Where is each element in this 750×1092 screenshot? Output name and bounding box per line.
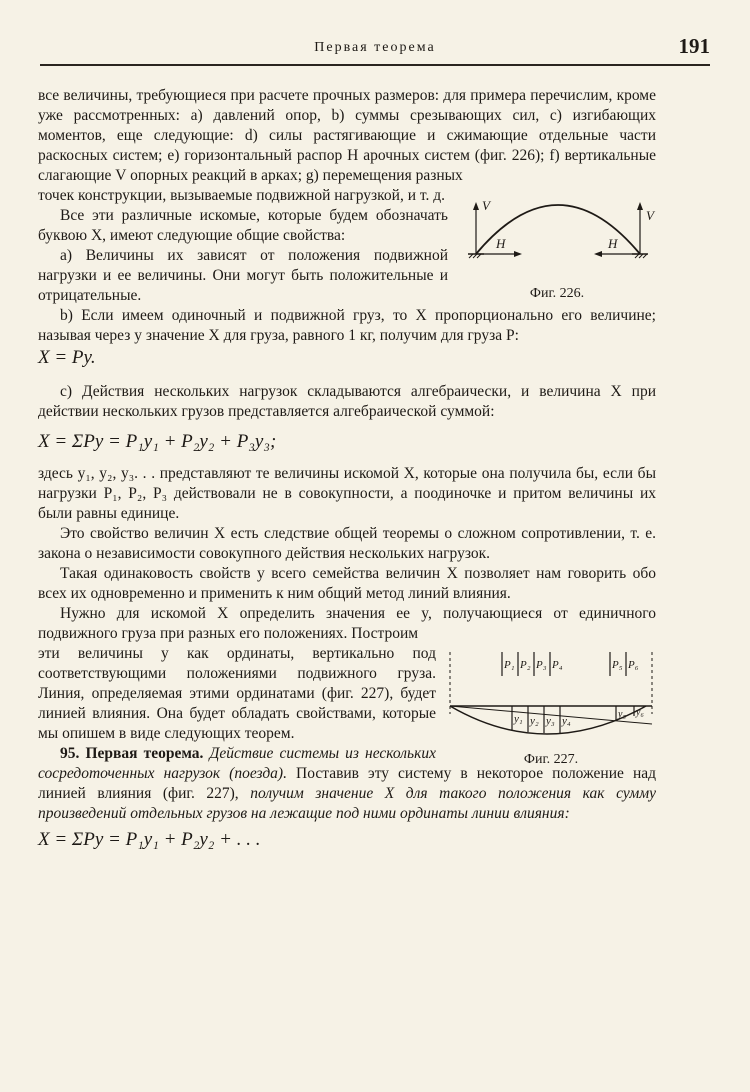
svg-text:y₆: y₆ — [636, 707, 644, 718]
paragraph-1b: точек конструкции, вызываемые подвижной нагрузкой, и т. д. — [38, 187, 446, 204]
paragraph-3: a) Величины их зависят от положения подвижной нагрузки и ее величины. Они могут быть положительные и отрицательные. — [38, 247, 448, 304]
paragraph-9a: Нужно для искомой X определить значения ее y, получающиеся от единичного подвижного груза при разных его положениях. Построим — [38, 605, 656, 642]
paragraph-9b: эти величины y как ординаты, вертикально под соответствующими положениями подвижного груза. Линия, определяемая этими ординатами (фиг. 227), будет линией влияния. Она будет обладать свойствами, которые мы опишем в виде следующих теорем. — [38, 645, 436, 742]
svg-text:P₃: P₃ — [536, 659, 547, 671]
theorem-title: Действие системы из нескольких сосредоточенных нагрузок (поезда). — [38, 745, 436, 782]
equation-1: X = Py. — [38, 347, 96, 368]
paragraph-1a: все величины, требующиеся при расчете прочных размеров: для примера перечислим, кроме уже рассмотренных: a) давлений опор, b) суммы срезывающих сил, c) изгибающих моментов, еще следующие: d) силы растягивающие и сжимающие отдельные части раскосных систем; e) горизонтальный распор H арочных систем (фиг. 226); f) вертикальные слагающие V опорных реакций в арках; g) перемещения разных — [38, 87, 656, 184]
label-v-right: V — [646, 208, 654, 223]
paragraph-5: c) Действия нескольких нагрузок складываются алгебраически, и величина X при действии нескольких грузов представляется алгебраической суммой: — [38, 383, 656, 420]
label-h-left: H — [496, 236, 506, 251]
svg-text:y₄: y₄ — [562, 715, 571, 727]
figure-226-caption: Фиг. 226. — [529, 286, 585, 301]
svg-text:P₂: P₂ — [520, 659, 531, 671]
paragraph-4: b) Если имеем одиночный и подвижной груз, то X пропорционально его величине; называя через y значение X для груза, равного 1 кг, получим для груза P: — [38, 307, 656, 344]
running-header — [40, 34, 710, 60]
paragraph-8: Такая одинаковость свойств у всего семейства величин X позволяет нам говорить обо всех их одновременно и применить к ним общий метод линий влияния. — [38, 565, 656, 602]
label-v-left: V — [482, 198, 490, 213]
theorem-statement: получим значение X для такого положения как сумму произведений отдельных грузов на лежащие под ними ординаты линии влияния: — [38, 785, 657, 822]
arch-diagram — [458, 186, 656, 278]
svg-text:y₃: y₃ — [546, 715, 555, 727]
svg-text:y₂: y₂ — [530, 715, 539, 727]
figure-227 — [446, 644, 656, 767]
paragraph-2: Все эти различные искомые, которые будем обозначать буквою X, имеют следующие общие свойства: — [38, 207, 448, 244]
header-rule — [40, 64, 710, 66]
running-title: Первая теорема — [314, 40, 436, 55]
theorem-text: Поставив эту систему в некоторое положение над линией влияния (фиг. 227), — [38, 765, 657, 802]
svg-text:y₅: y₅ — [618, 709, 626, 720]
paragraph-7: Это свойство величин X есть следствие общей теоремы о сложном сопротивлении, т. е. закона о независимости совокупного действия нескольких нагрузок. — [38, 525, 656, 562]
paragraph-6: здесь y₁, y₂, y₃. . . представляют те величины искомой X, которые она получила бы, если бы нагрузки P₁, P₂, P₃ действовали не в совокупности, а поодиночке и притом величины их были равны единице. — [38, 465, 656, 522]
influence-line-diagram — [446, 644, 656, 744]
svg-text:y₁: y₁ — [514, 713, 523, 725]
equation-3: X = ΣPy = P₁y₁ + P₂y₂ + . . . — [38, 829, 261, 850]
body-text — [38, 86, 656, 850]
figure-227-caption: Фиг. 227. — [523, 752, 579, 767]
theorem-heading: 95. Первая теорема. — [60, 745, 204, 762]
page-number: 191 — [678, 34, 710, 58]
svg-text:P₅: P₅ — [612, 659, 623, 671]
figure-226 — [458, 186, 656, 301]
equation-2: X = ΣPy = P₁y₁ + P₂y₂ + P₃y₃; — [38, 431, 277, 452]
svg-text:P₆: P₆ — [628, 659, 639, 671]
svg-text:P₄: P₄ — [552, 659, 563, 671]
label-h-right: H — [608, 236, 618, 251]
svg-text:P₁: P₁ — [504, 659, 515, 671]
